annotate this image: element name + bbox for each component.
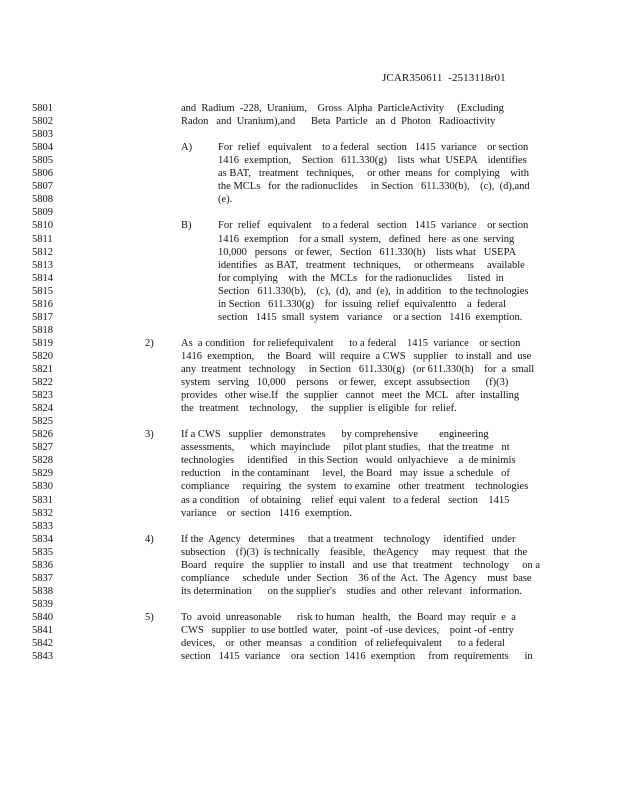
subsection-label: 2) bbox=[145, 337, 154, 349]
text-line: and Radium -228, Uranium, Gross Alpha ParticleActivity (Excluding bbox=[181, 103, 504, 114]
subsection-label: 5) bbox=[145, 611, 154, 623]
text-line: provides other wise.If the supplier cannot meet the MCL after installing bbox=[181, 390, 520, 402]
line-number: 5805 bbox=[32, 155, 53, 167]
line-number: 5810 bbox=[32, 220, 53, 232]
subsection-label: 4) bbox=[145, 533, 154, 545]
text-line: technologies identified in this Section would onlyachieve a de minimis bbox=[181, 455, 516, 467]
line-number: 5804 bbox=[32, 142, 53, 154]
line-number: 5817 bbox=[32, 311, 53, 323]
text-line: 1416 exemption, Section 611.330(g) lists what USEPA identifies bbox=[218, 155, 527, 167]
line-number: 5842 bbox=[32, 638, 53, 650]
subsection-label: 3) bbox=[145, 429, 154, 441]
subsection-label: B) bbox=[181, 220, 192, 232]
line-number: 5801 bbox=[32, 103, 53, 114]
subsection-label: A) bbox=[181, 142, 193, 154]
line-number: 5839 bbox=[32, 598, 53, 610]
text-line: system serving 10,000 persons or fewer, except assubsection (f)(3) bbox=[181, 377, 509, 389]
line-number: 5841 bbox=[32, 625, 53, 636]
line-number: 5819 bbox=[32, 337, 53, 349]
line-number: 5833 bbox=[32, 520, 53, 532]
line-number: 5840 bbox=[32, 611, 53, 623]
text-line: For relief equivalent to a federal section 1415 variance or section bbox=[218, 220, 529, 232]
line-number: 5828 bbox=[32, 455, 53, 467]
text-line: in Section 611.330(g) for issuing relief equivalentto a federal bbox=[218, 298, 506, 310]
line-number: 5832 bbox=[32, 507, 53, 519]
line-number: 5820 bbox=[32, 350, 53, 362]
line-number: 5835 bbox=[32, 546, 53, 558]
line-number: 5829 bbox=[32, 468, 53, 480]
text-line: for complying with the MCLs for the radionuclides listed in bbox=[218, 272, 504, 284]
line-number: 5803 bbox=[32, 129, 53, 141]
text-line: Section 611.330(b), (c), (d), and (e), in addition to the technologies bbox=[218, 285, 529, 297]
line-number: 5827 bbox=[32, 442, 53, 454]
line-number: 5824 bbox=[32, 403, 53, 415]
line-number: 5814 bbox=[32, 272, 53, 284]
text-line: assessments, which mayinclude pilot plant studies, that the treatme nt bbox=[181, 442, 510, 454]
text-line: identifies as BAT, treatment techniques, or othermeans available bbox=[218, 259, 525, 271]
line-number: 5843 bbox=[32, 651, 53, 663]
line-number: 5802 bbox=[32, 116, 53, 128]
text-line: Radon and Uranium),and Beta Particle an d Photon Radioactivity bbox=[181, 116, 496, 128]
line-number: 5816 bbox=[32, 298, 53, 310]
text-line: CWS supplier to use bottled water, point -of -use devices, point -of -entry bbox=[181, 625, 514, 636]
text-line: reduction in the contaminant level, the Board may issue a schedule of bbox=[181, 468, 510, 480]
line-number: 5826 bbox=[32, 429, 53, 441]
line-number: 5822 bbox=[32, 377, 53, 389]
text-line: 1416 exemption, the Board will require a CWS supplier to install and use bbox=[181, 350, 532, 362]
line-number: 5838 bbox=[32, 585, 53, 597]
line-number: 5834 bbox=[32, 533, 53, 545]
text-line: variance or section 1416 exemption. bbox=[181, 507, 352, 519]
text-line: 1416 exemption for a small system, defined here as one serving bbox=[218, 233, 515, 245]
text-line: its determination on the supplier's studies and other relevant information. bbox=[181, 585, 523, 597]
text-line: (e). bbox=[218, 194, 233, 206]
line-number: 5806 bbox=[32, 168, 53, 180]
line-number: 5825 bbox=[32, 416, 53, 428]
line-number: 5807 bbox=[32, 181, 53, 193]
line-number: 5809 bbox=[32, 207, 53, 219]
line-number: 5836 bbox=[32, 559, 53, 571]
line-number: 5811 bbox=[32, 233, 53, 245]
line-number: 5823 bbox=[32, 390, 53, 402]
line-number: 5813 bbox=[32, 259, 53, 271]
line-number: 5815 bbox=[32, 285, 53, 297]
text-line: the treatment technology, the supplier is eligible for relief. bbox=[181, 403, 457, 415]
text-line: As a condition for reliefequivalent to a federal 1415 variance or section bbox=[181, 337, 521, 349]
line-number: 5818 bbox=[32, 324, 53, 336]
text-line: To avoid unreasonable risk to human health, the Board may requir e a bbox=[181, 611, 516, 623]
text-line: the MCLs for the radionuclides in Section 611.330(b), (c), (d),and bbox=[218, 181, 530, 193]
line-number: 5831 bbox=[32, 494, 53, 506]
text-line: For relief equivalent to a federal section 1415 variance or section bbox=[218, 142, 529, 154]
line-number: 5837 bbox=[32, 572, 53, 584]
text-line: as BAT, treatment techniques, or other means for complying with bbox=[218, 168, 529, 180]
text-line: If a CWS supplier demonstrates by comprehensive engineering bbox=[181, 429, 489, 441]
text-line: subsection (f)(3) is technically feasible, theAgency may request that the bbox=[181, 546, 528, 558]
document-id-header: JCAR350611 -2513118r01 bbox=[382, 72, 506, 84]
text-line: compliance schedule under Section 36 of the Act. The Agency must base bbox=[181, 572, 532, 584]
text-line: any treatment technology in Section 611.330(g) (or 611.330(h) for a small bbox=[181, 364, 535, 375]
line-number: 5821 bbox=[32, 364, 53, 375]
text-line: Board require the supplier to install and use that treatment technology on a bbox=[181, 559, 540, 571]
line-number: 5812 bbox=[32, 246, 53, 258]
text-line: compliance requiring the system to examine other treatment technologies bbox=[181, 481, 529, 493]
text-line: If the Agency determines that a treatment technology identified under bbox=[181, 533, 516, 545]
text-line: as a condition of obtaining relief equi valent to a federal section 1415 bbox=[181, 494, 510, 506]
text-line: section 1415 variance ora section 1416 exemption from requirements in bbox=[181, 651, 533, 663]
line-number: 5830 bbox=[32, 481, 53, 493]
text-line: section 1415 small system variance or a section 1416 exemption. bbox=[218, 311, 523, 323]
text-line: 10,000 persons or fewer, Section 611.330(h) lists what USEPA bbox=[218, 246, 517, 258]
text-line: devices, or other meansas a condition of reliefequivalent to a federal bbox=[181, 638, 505, 650]
line-number: 5808 bbox=[32, 194, 53, 206]
